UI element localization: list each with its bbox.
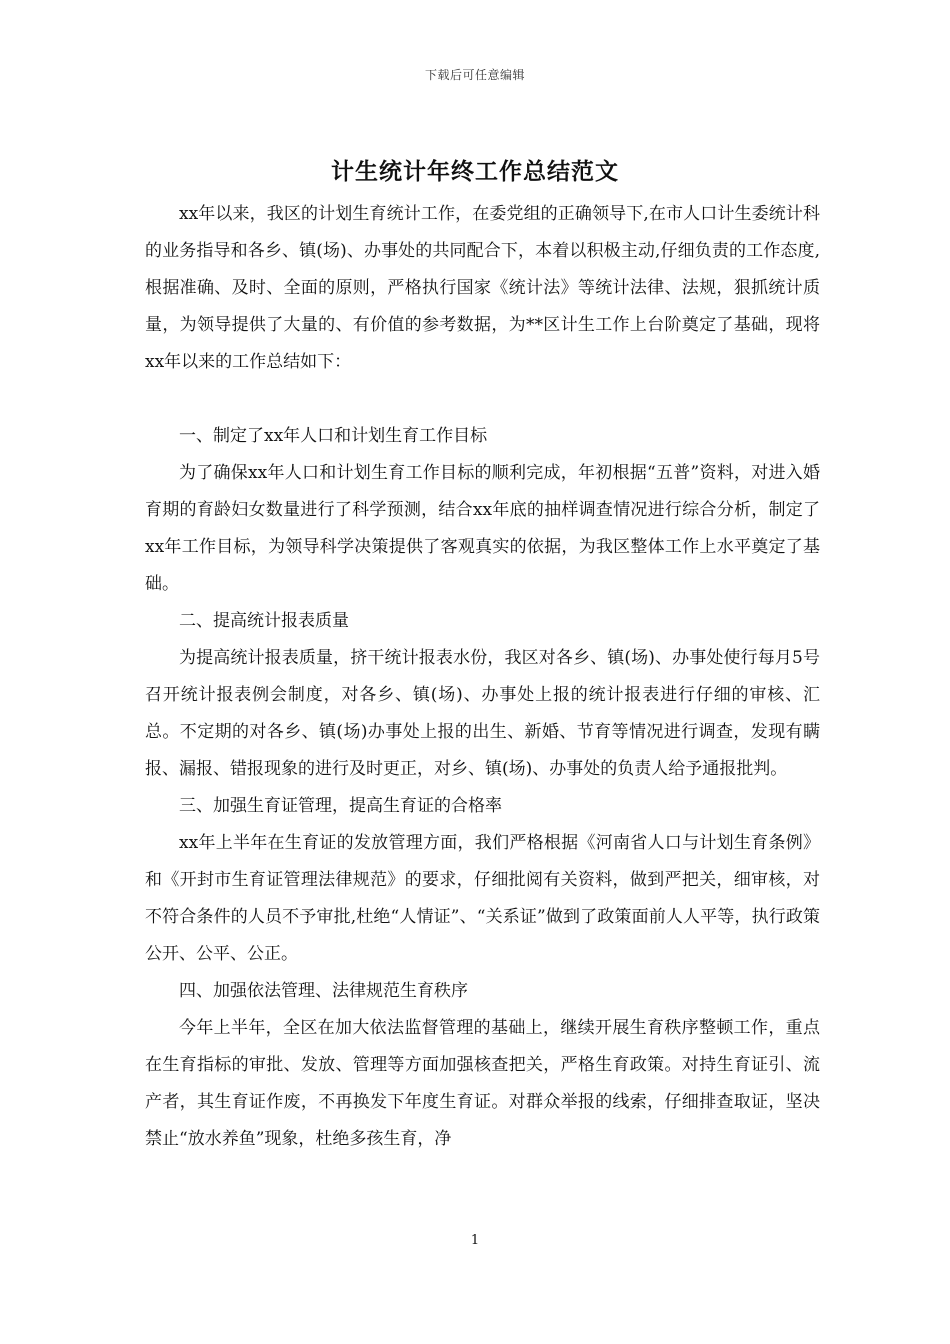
section-4-paragraph: 今年上半年，全区在加大依法监督管理的基础上，继续开展生育秩序整顿工作，重点在生育指标的审批、发放、管理等方面加强核查把关，严格生育政策。对持生育证引、流产者，其生育证作废，不再换发下年度生育证。对群众举报的线索，仔细排查取证，坚决禁止“放水养鱼”现象，杜绝多孩生育，净 — [145, 1018, 820, 1149]
document-title: 计生统计年终工作总结范文 — [331, 158, 619, 185]
section-2-heading: 二、提高统计报表质量 — [179, 611, 349, 631]
document-body — [145, 196, 820, 1158]
section-3-heading: 三、加强生育证管理，提高生育证的合格率 — [179, 796, 502, 816]
intro-paragraph: xx年以来，我区的计划生育统计工作，在委党组的正确领导下,在市人口计生委统计科的业务指导和各乡、镇(场)、办事处的共同配合下，本着以积极主动,仔细负责的工作态度,根据准确、及时、全面的原则，严格执行国家《统计法》等统计法律、法规，狠抓统计质量，为领导提供了大量的、有价值的参考数据，为**区计生工作上台阶奠定了基础，现将xx年以来的工作总结如下： — [145, 204, 820, 372]
section-3-paragraph: xx年上半年在生育证的发放管理方面，我们严格根据《河南省人口与计划生育条例》和《开封市生育证管理法律规范》的要求，仔细批阅有关资料，做到严把关，细审核，对不符合条件的人员不予审批,杜绝“人情证”、“关系证”做到了政策面前人人平等，执行政策公开、公平、公正。 — [145, 833, 820, 964]
page-number: 1 — [470, 1233, 480, 1248]
section-2-paragraph: 为提高统计报表质量，挤干统计报表水份，我区对各乡、镇(场)、办事处使行每月5号召开统计报表例会制度，对各乡、镇(场)、办事处上报的统计报表进行仔细的审核、汇总。不定期的对各乡、镇(场)办事处上报的出生、新婚、节育等情况进行调查，发现有瞒报、漏报、错报现象的进行及时更正，对乡、镇(场)、办事处的负责人给予通报批判。 — [145, 648, 820, 779]
paragraph-gap — [145, 381, 820, 418]
section-1-heading: 一、制定了xx年人口和计划生育工作目标 — [179, 426, 488, 446]
section-1-paragraph: 为了确保xx年人口和计划生育工作目标的顺利完成，年初根据“五普”资料，对进入婚育期的育龄妇女数量进行了科学预测，结合xx年底的抽样调查情况进行综合分析，制定了xx年工作目标，为领导科学决策提供了客观真实的依据，为我区整体工作上水平奠定了基础。 — [145, 463, 820, 594]
header-note: 下载后可任意编辑 — [424, 68, 525, 82]
section-4-heading: 四、加强依法管理、法律规范生育秩序 — [179, 981, 468, 1001]
